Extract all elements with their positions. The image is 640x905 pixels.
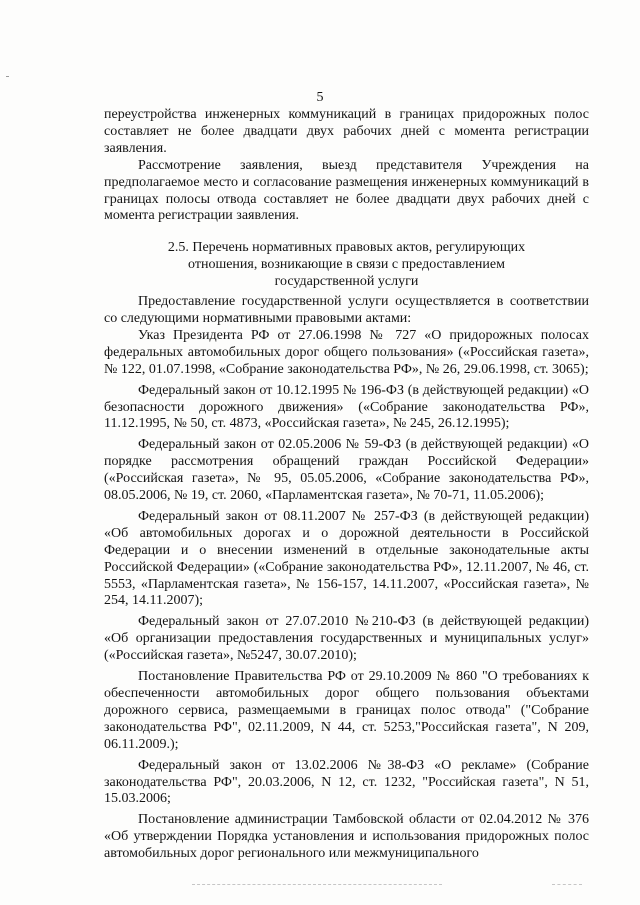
page-number: 5 <box>316 90 324 105</box>
footer-rule <box>192 884 442 885</box>
section-heading-line: государственной услуги <box>274 274 419 290</box>
act-item: Федеральный закон от 10.12.1995 № 196-ФЗ (в действующей редакции) «О безопасности дорожного движения» («Собрание законодательства РФ», 11.12.1995, № 50, ст. 4873, «Российская газета», № 245, 26.12.1995); <box>104 382 589 432</box>
act-item: Федеральный закон от 13.02.2006 №38-ФЗ «О рекламе» (Собрание законодательства РФ", 20.03.2006, N 12, ст. 1232, "Российская газета", N 51, 15.03.2006; <box>104 757 589 807</box>
paragraph: Рассмотрение заявления, выезд представителя Учреждения на предполагаемое место и согласование размещения инженерных коммуникаций в границах полосы отвода составляет не более двадцати двух рабочих дней с момента регистрации заявления. <box>104 157 589 224</box>
act-item: Постановление администрации Тамбовской области от 02.04.2012 № 376 «Об утверждении Порядка установления и использования придорожных полос автомобильных дорог регионального или межмуниципального <box>104 812 589 862</box>
act-item: Федеральный закон от 27.07.2010 №210-ФЗ (в действующей редакции) «Об организации предоставления государственных и муниципальных услуг» («Российская газета», №5247, 30.07.2010); <box>104 614 589 664</box>
section-heading-line: отношения, возникающие в связи с предоставлением <box>188 257 505 273</box>
act-item: Указ Президента РФ от 27.06.1998 № 727 «О придорожных полосах федеральных автомобильных дорог общего пользования» («Российская газета», № 122, 01.07.1998, «Собрание законодательства РФ», № 26, 29.06.1998, ст. 3065); <box>104 327 589 377</box>
intro-paragraph: Предоставление государственной услуги осуществляется в соответствии со следующими нормативными правовыми актами: <box>104 294 589 326</box>
act-item: Постановление Правительства РФ от 29.10.2009 № 860 "О требованиях к обеспеченности автомобильных дорог общего пользования объектами дорожного сервиса, размещаемыми в границах полос отвода" ("Собрание законодательства РФ", 02.11.2009, N 44, ст. 5253,"Российская газета", N 209, 06.11.2009.); <box>104 669 589 752</box>
page-body <box>104 107 589 863</box>
act-item: Федеральный закон от 08.11.2007 № 257-ФЗ (в действующей редакции) «Об автомобильных дорогах и о дорожной деятельности в Российской Федерации и о внесении изменений в отдельные законодательные акты Российской Федерации» («Собрание законодательства РФ», 12.11.2007, № 46, ст. 5553, «Парламентская газета», № 156-157, 14.11.2007, «Российская газета», № 254, 14.11.2007); <box>104 508 589 609</box>
act-item: Федеральный закон от 02.05.2006 № 59-ФЗ (в действующей редакции) «О порядке рассмотрения обращений граждан Российской Федерации» («Российская газета», № 95, 05.05.2006, «Собрание законодательства РФ», 08.05.2006, № 19, ст. 2060, «Парламентская газета», № 70-71, 11.05.2006); <box>104 437 589 504</box>
footer-rule <box>552 884 582 885</box>
scan-mark <box>6 76 9 77</box>
section-heading-line: 2.5. Перечень нормативных правовых актов, регулирующих <box>167 240 526 256</box>
section-heading <box>104 240 589 291</box>
paragraph: переустройства инженерных коммуникаций в границах придорожных полос составляет не более двадцати двух рабочих дней с момента регистрации заявления. <box>104 107 589 156</box>
